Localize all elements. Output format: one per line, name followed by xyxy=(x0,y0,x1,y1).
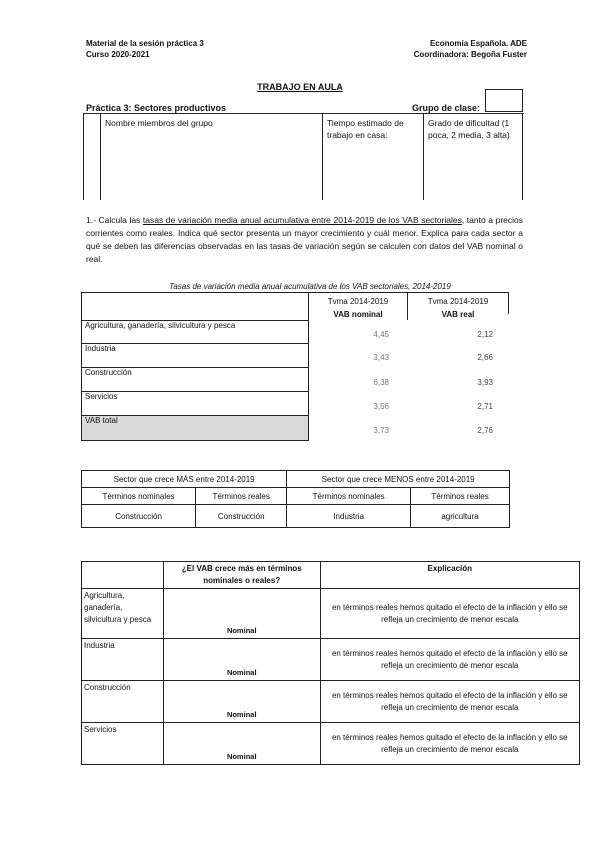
divider xyxy=(322,114,323,200)
table-row: Servicios xyxy=(81,392,309,416)
growth-table xyxy=(81,470,510,528)
session-material-label: Material de la sesión práctica 3 xyxy=(86,39,204,48)
subject-label: Economía Española. ADE xyxy=(429,39,527,48)
col-real-header: Tvma 2014-2019 VAB real xyxy=(427,297,489,319)
explanation-cell[interactable]: en términos reales hemos quitado el efecto de la inflación y ello se refleja un crecimiento de menor escala xyxy=(320,681,579,723)
answer-cell[interactable]: Construcción xyxy=(196,505,287,528)
sub-header: Términos reales xyxy=(411,488,510,505)
members-table xyxy=(83,113,524,200)
explanation-cell[interactable]: en términos reales hemos quitado el efecto de la inflación y ello se refleja un crecimiento de menor escala xyxy=(320,723,579,765)
col-nominal-header: Tvma 2014-2019 VAB nominal xyxy=(327,297,389,319)
table-row: Agricultura, ganadería, silvicultura y pesca xyxy=(81,321,309,344)
question-header: ¿El VAB crece más en términos nominales o reales? xyxy=(163,562,320,589)
explanation-cell[interactable]: en términos reales hemos quitado el efecto de la inflación y ello se refleja un crecimiento de menor escala xyxy=(320,589,579,639)
grupo-input[interactable] xyxy=(485,89,523,112)
time-header[interactable]: Tiempo estimado de trabajo en casa: xyxy=(327,118,404,140)
sub-header: Términos reales xyxy=(196,488,287,505)
table-row-total: VAB total xyxy=(81,416,309,441)
table-row: Construcción xyxy=(81,368,309,392)
grupo-underline xyxy=(485,111,523,112)
answer-cell[interactable]: Construcción xyxy=(82,505,196,528)
question-underlined: tasas de variación media anual acumulativa entre 2014-2019 de los VAB sectoriales xyxy=(142,215,462,225)
practica-label: Práctica 3: Sectores productivos xyxy=(86,103,227,113)
header-left xyxy=(86,38,204,60)
page-title: TRABAJO EN AULA xyxy=(257,82,343,92)
rates-table-caption: Tasas de variación media anual acumulativa de los VAB sectoriales, 2014-2019 xyxy=(169,282,451,291)
question-text: 1.- Calcula las tasas de variación media anual acumulativa entre 2014-2019 de los VAB sectoriales, tanto a precios corrientes como reales. Indica qué sector presenta un mayor crecimiento y cuál menor. Explica para cada sector a qué se deben las diferencias observadas en las tasas de variación según se calculen con datos del VAB nominal o real. xyxy=(86,215,524,264)
divider xyxy=(522,114,523,200)
divider xyxy=(423,114,424,200)
answer-cell[interactable]: agricultura xyxy=(411,505,510,528)
divider xyxy=(83,114,84,200)
sub-header: Términos nominales xyxy=(82,488,196,505)
names-header[interactable]: Nombre miembros del grupo xyxy=(105,118,213,128)
divider xyxy=(100,114,101,200)
empty-header xyxy=(82,562,164,589)
answer-cell[interactable]: Nominal xyxy=(163,723,320,765)
menos-header: Sector que crece MENOS entre 2014-2019 xyxy=(287,471,510,488)
sector-cell: Industria xyxy=(82,639,164,681)
answer-cell[interactable]: Nominal xyxy=(163,639,320,681)
sector-cell: Construcción xyxy=(82,681,164,723)
answer-cell[interactable]: Nominal xyxy=(163,681,320,723)
sector-cell: Servicios xyxy=(82,723,164,765)
explanation-cell[interactable]: en términos reales hemos quitado el efecto de la inflación y ello se refleja un crecimiento de menor escala xyxy=(320,639,579,681)
table-row: Industria xyxy=(81,344,309,368)
grupo-label: Grupo de clase: xyxy=(412,103,481,113)
mas-header: Sector que crece MÁS entre 2014-2019 xyxy=(82,471,287,488)
explanation-header: Explicación xyxy=(320,562,579,589)
answer-cell[interactable]: Nominal xyxy=(163,589,320,639)
course-label: Curso 2020-2021 xyxy=(86,50,150,59)
difficulty-header[interactable]: Grado de dificultad (1 poca, 2 media, 3 alta) xyxy=(428,118,510,140)
answer-cell[interactable]: Industria xyxy=(287,505,411,528)
coordinator-label: Coordinadora: Begoña Fuster xyxy=(413,50,527,59)
explanation-table xyxy=(81,561,580,765)
sub-header: Términos nominales xyxy=(287,488,411,505)
header-right xyxy=(414,38,527,60)
sector-cell: Agricultura, ganadería, silvicultura y pesca xyxy=(82,589,164,639)
